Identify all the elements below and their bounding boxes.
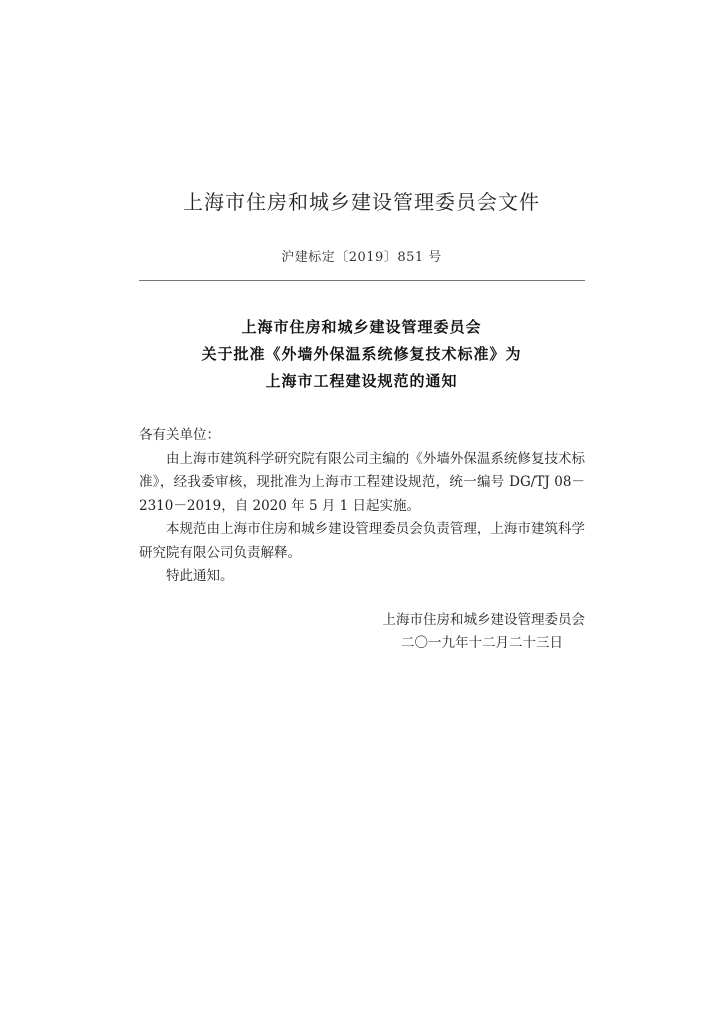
signature-organization: 上海市住房和城乡建设管理委员会 — [382, 612, 585, 628]
body-paragraph-3: 特此通知。 — [166, 568, 234, 584]
body-paragraph-2: 本规范由上海市住房和城乡建设管理委员会负责管理，上海市建筑科学研究院有限公司负责解释。 — [139, 521, 585, 561]
document-number: 沪建标定〔2019〕851 号 — [281, 250, 442, 265]
body-paragraph-1: 由上海市建筑科学研究院有限公司主编的《外墙外保温系统修复技术标准》，经我委审核，现批准为上海市工程建设规范，统一编号 DG/TJ 08－2310－2019，自 2020 年 5 月 1 日起实施。 — [139, 450, 585, 514]
salutation: 各有关单位： — [139, 427, 220, 443]
title-line-3: 上海市工程建设规范的通知 — [265, 372, 458, 390]
notice-title — [0, 314, 723, 395]
signature-block — [139, 609, 585, 655]
issuer-heading: 上海市住房和城乡建设管理委员会文件 — [183, 190, 540, 214]
signature-date: 二〇一九年十二月二十三日 — [401, 635, 563, 651]
title-line-2: 关于批准《外墙外保温系统修复技术标准》为 — [201, 345, 522, 363]
title-line-1: 上海市住房和城乡建设管理委员会 — [241, 318, 482, 336]
notice-body — [139, 424, 585, 589]
header-divider — [139, 280, 585, 281]
